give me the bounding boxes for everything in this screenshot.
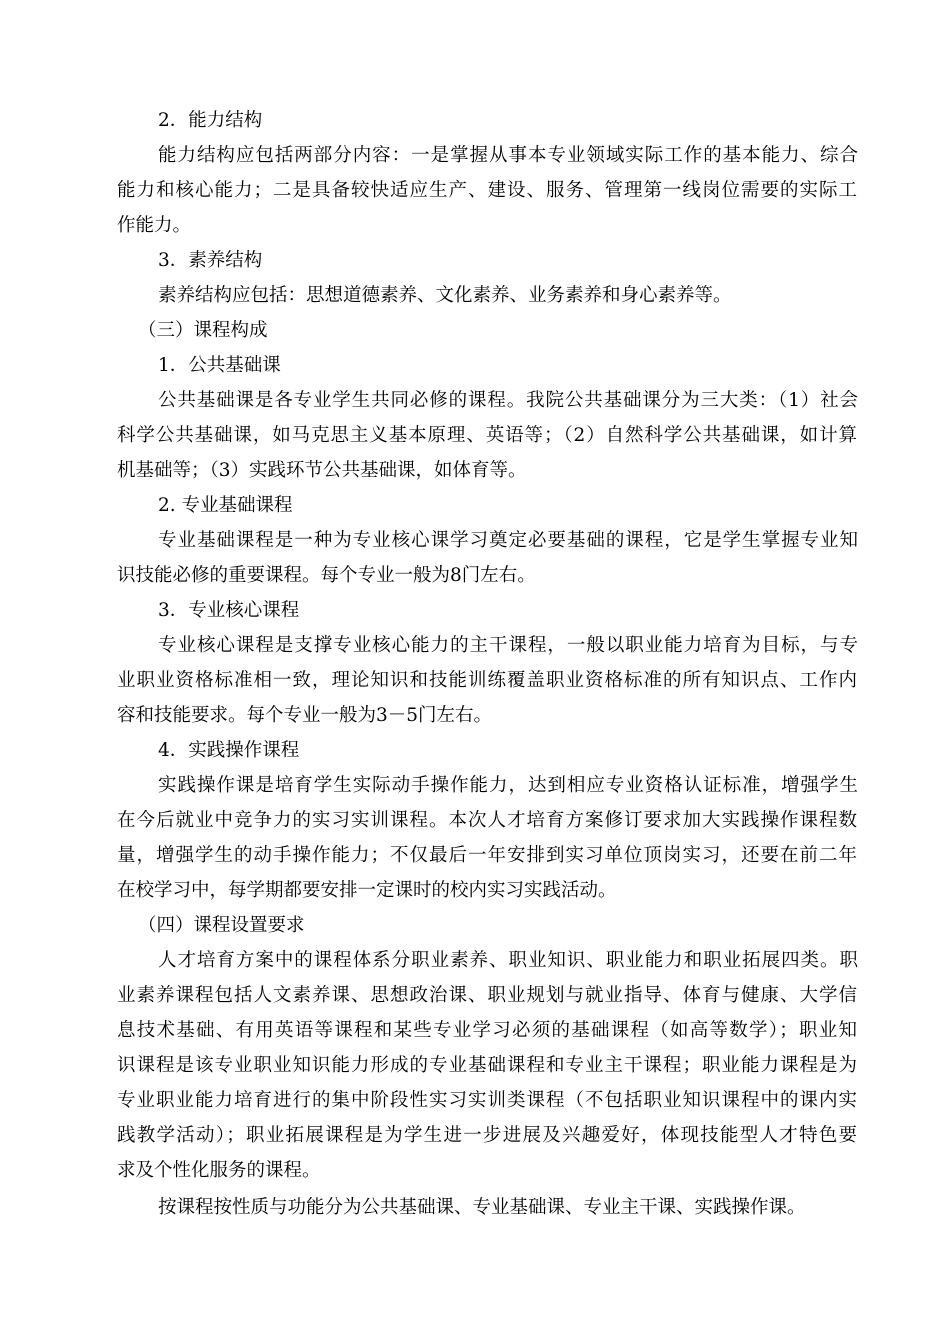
section-heading-course-requirements: （四）课程设置要求 <box>138 915 305 936</box>
paragraph-line: 作能力。 <box>117 215 192 236</box>
heading-quality-structure: 3．素养结构 <box>158 250 263 271</box>
heading-ability-structure: 2．能力结构 <box>158 110 263 131</box>
paragraph-line: 公共基础课是各专业学生共同必修的课程。我院公共基础课分为三大类：（1）社会 <box>158 390 858 411</box>
paragraph-line: 业职业资格标准相一致，理论知识和技能训练覆盖职业资格标准的所有知识点、工作内 <box>117 670 857 691</box>
heading-practical-course: 4．实践操作课程 <box>158 740 300 761</box>
heading-professional-basic-course: 2. 专业基础课程 <box>158 495 293 516</box>
paragraph-line: 机基础等；（3）实践环节公共基础课，如体育等。 <box>117 460 527 481</box>
heading-professional-core-course: 3．专业核心课程 <box>158 600 300 621</box>
paragraph-line: 专业职业能力培育进行的集中阶段性实习实训类课程（不包括职业知识课程中的课内实 <box>117 1090 857 1111</box>
paragraph-line: 践教学活动）；职业拓展课程是为学生进一步进展及兴趣爱好，体现技能型人才特色要 <box>117 1125 857 1146</box>
paragraph-line: 能力和核心能力；二是具备较快适应生产、建设、服务、管理第一线岗位需要的实际工 <box>117 180 857 201</box>
paragraph-line: 在今后就业中竞争力的实习实训课程。本次人才培育方案修订要求加大实践操作课程数 <box>117 810 857 831</box>
paragraph-line: 按课程按性质与功能分为公共基础课、专业基础课、专业主干课、实践操作课。 <box>158 1197 806 1218</box>
paragraph-line: 科学公共基础课，如马克思主义基本原理、英语等；（2）自然科学公共基础课，如计算 <box>117 425 857 446</box>
paragraph-line: 量，增强学生的动手操作能力；不仅最后一年安排到实习单位顶岗实习，还要在前二年 <box>117 845 857 866</box>
paragraph-line: 容和技能要求。每个专业一般为3－5门左右。 <box>117 705 493 726</box>
paragraph-line: 识课程是该专业职业知识能力形成的专业基础课程和专业主干课程；职业能力课程是为 <box>117 1055 857 1076</box>
paragraph-line: 素养结构应包括：思想道德素养、文化素养、业务素养和身心素养等。 <box>158 285 732 306</box>
heading-public-basic-course: 1．公共基础课 <box>158 355 281 376</box>
section-heading-course-composition: （三）课程构成 <box>138 320 268 341</box>
paragraph-line: 专业核心课程是支撑专业核心能力的主干课程，一般以职业能力培育为目标，与专 <box>158 635 858 656</box>
paragraph-line: 业素养课程包括人文素养课、思想政治课、职业规划与就业指导、体育与健康、大学信 <box>117 985 857 1006</box>
paragraph-line: 识技能必修的重要课程。每个专业一般为8门左右。 <box>117 565 536 586</box>
paragraph-line: 实践操作课是培育学生实际动手操作能力，达到相应专业资格认证标准，增强学生 <box>158 775 858 796</box>
paragraph-line: 求及个性化服务的课程。 <box>117 1160 321 1181</box>
paragraph-line: 人才培育方案中的课程体系分职业素养、职业知识、职业能力和职业拓展四类。职 <box>158 950 858 971</box>
paragraph-line: 专业基础课程是一种为专业核心课学习奠定必要基础的课程，它是学生掌握专业知 <box>158 530 858 551</box>
paragraph-line: 在校学习中，每学期都要安排一定课时的校内实习实践活动。 <box>117 880 617 901</box>
paragraph-line: 能力结构应包括两部分内容：一是掌握从事本专业领域实际工作的基本能力、综合 <box>158 145 858 166</box>
paragraph-line: 息技术基础、有用英语等课程和某些专业学习必须的基础课程（如高等数学）；职业知 <box>117 1020 857 1041</box>
